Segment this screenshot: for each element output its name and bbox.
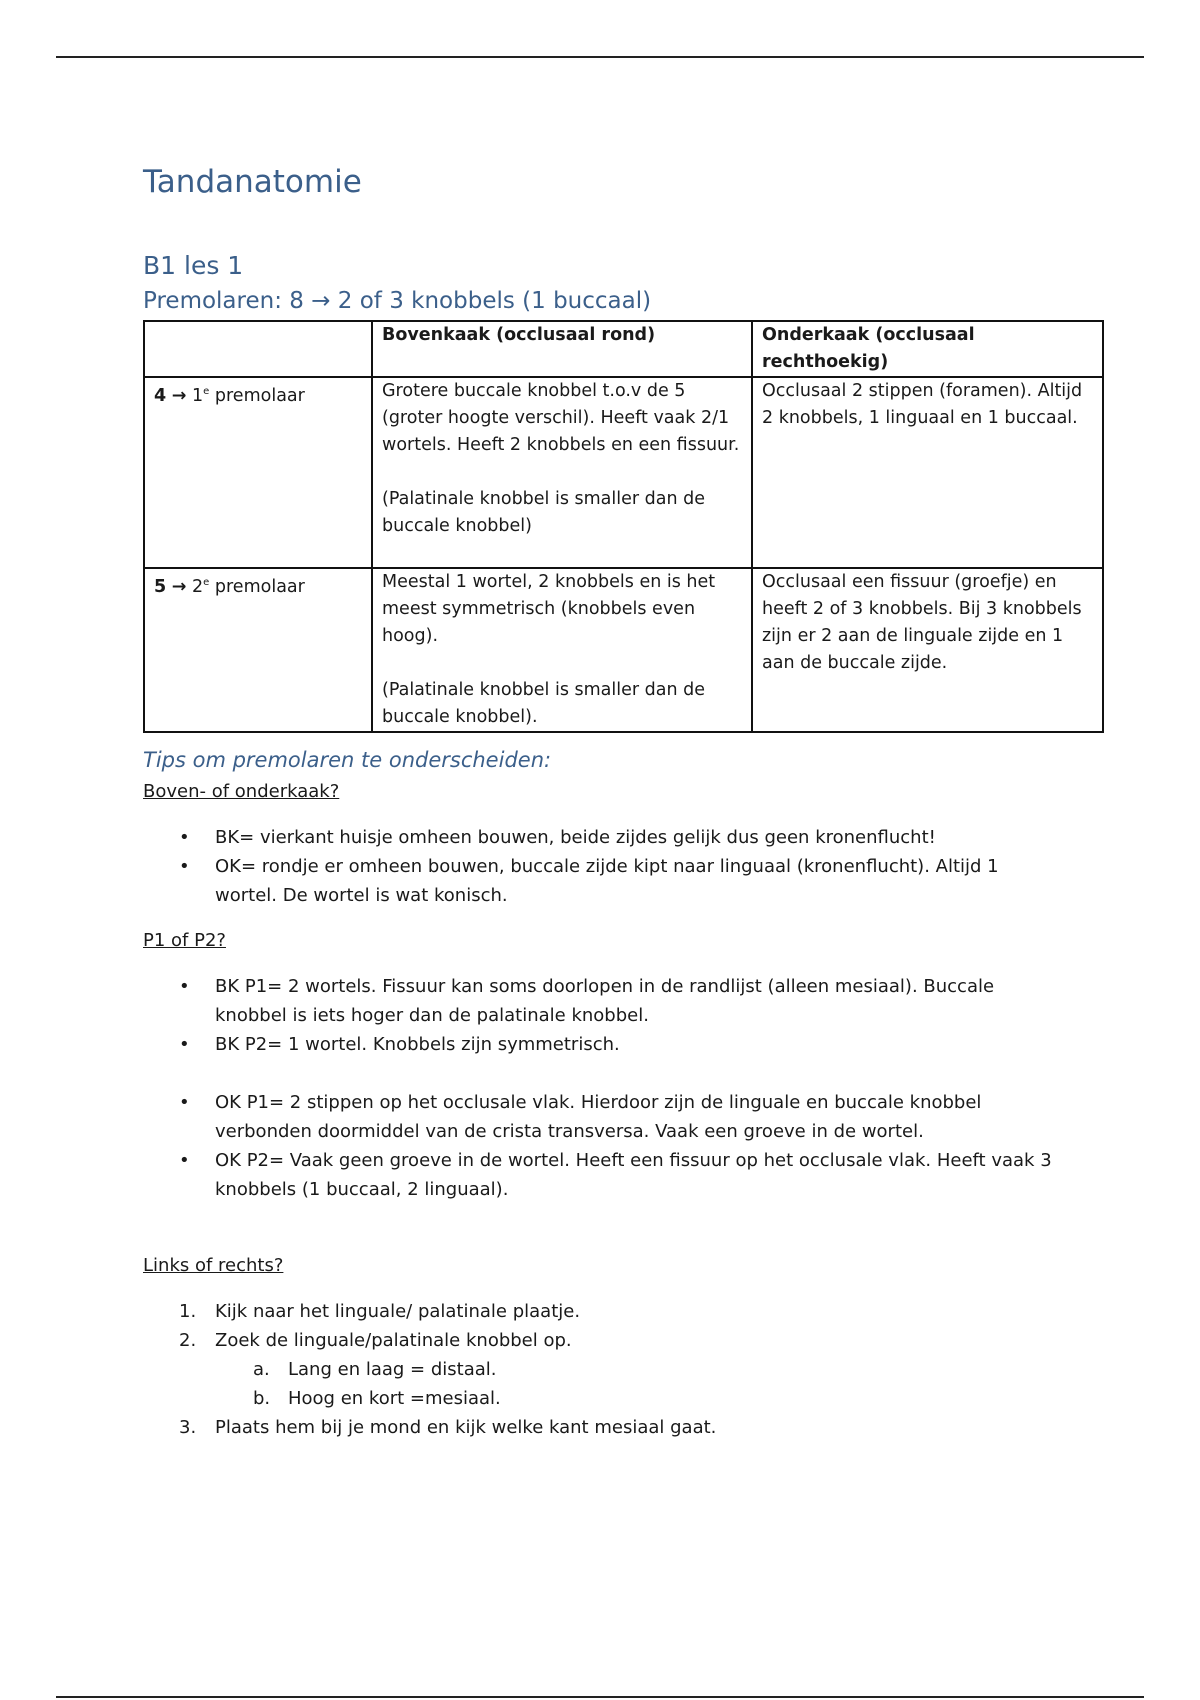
upper-jaw-cell <box>372 568 752 732</box>
list-item-text: OK P2= Vaak geen groeve in de wortel. Heeft een fissuur op het occlusale vlak. Heeft vaak 3 knobbels (1 buccaal, 2 linguaal). <box>215 1150 1052 1200</box>
step-text: Zoek de linguale/palatinale knobbel op. <box>215 1330 572 1351</box>
list-item <box>143 1297 1063 1326</box>
row-label-text: premolaar <box>214 576 305 597</box>
bullet-icon: • <box>179 1092 190 1113</box>
arrow-icon: → <box>171 385 187 406</box>
cell-text: Meestal 1 wortel, 2 knobbels en is het meest symmetrisch (knobbels even hoog). <box>382 572 716 646</box>
bullet-icon: • <box>179 1034 190 1055</box>
list-item <box>143 1088 1063 1146</box>
table-row <box>144 377 1103 568</box>
step-text: Lang en laag = distaal. <box>288 1359 497 1380</box>
p1p2-heading: P1 of P2? <box>143 930 226 951</box>
left-right-steps <box>143 1297 1063 1442</box>
lesson-heading: B1 les 1 <box>143 251 244 280</box>
tooth-number: 4 <box>154 385 167 406</box>
step-number: a. <box>253 1359 270 1380</box>
row-label-text: premolaar <box>214 385 305 406</box>
step-number: 1. <box>179 1301 197 1322</box>
tooth-number: 5 <box>154 576 167 597</box>
step-number: b. <box>253 1388 271 1409</box>
step-text: Hoog en kort =mesiaal. <box>288 1388 501 1409</box>
table-header-cell <box>144 321 372 377</box>
tips-heading: Tips om premolaren te onderscheiden: <box>143 748 552 772</box>
list-item <box>143 1413 1063 1442</box>
cell-note: (Palatinale knobbel is smaller dan de buccale knobbel) <box>382 489 706 536</box>
table-row <box>144 568 1103 732</box>
step-text: Plaats hem bij je mond en kijk welke kant mesiaal gaat. <box>215 1417 717 1438</box>
upper-jaw-cell <box>372 377 752 568</box>
cell-note: (Palatinale knobbel is smaller dan de buccale knobbel). <box>382 680 706 727</box>
ordinal: 1 <box>192 385 204 406</box>
table-header-row <box>144 321 1103 377</box>
list-item-text: OK= rondje er omheen bouwen, buccale zijde kipt naar linguaal (kronenflucht). Altijd 1 wortel. De wortel is wat konisch. <box>215 856 999 906</box>
list-item <box>143 1355 1063 1384</box>
list-item-text: OK P1= 2 stippen op het occlusale vlak. Hierdoor zijn de linguale en buccale knobbel verbonden doormiddel van de crista transversa. Vaak een groeve in de wortel. <box>215 1092 982 1142</box>
cell-text: Occlusaal een fissuur (groefje) en heeft 2 of 3 knobbels. Bij 3 knobbels zijn er 2 aan de linguale zijde en 1 aan de buccale zijde. <box>762 572 1082 673</box>
row-label <box>144 377 372 568</box>
row-label <box>144 568 372 732</box>
list-item-text: BK P2= 1 wortel. Knobbels zijn symmetrisch. <box>215 1034 620 1055</box>
left-right-heading: Links of rechts? <box>143 1255 284 1276</box>
ordinal-suffix: e <box>203 386 210 397</box>
cell-text: Occlusaal 2 stippen (foramen). Altijd 2 knobbels, 1 linguaal en 1 buccaal. <box>762 381 1083 428</box>
bullet-icon: • <box>179 856 190 877</box>
upper-lower-list <box>143 823 1063 910</box>
list-item-text: BK P1= 2 wortels. Fissuur kan soms doorlopen in de randlijst (alleen mesiaal). Buccale knobbel is iets hoger dan de palatinale knobbel. <box>215 976 995 1026</box>
list-item <box>143 823 1063 852</box>
bullet-icon: • <box>179 827 190 848</box>
table-header-cell: Bovenkaak (occlusaal rond) <box>372 321 752 377</box>
lower-jaw-cell <box>752 377 1103 568</box>
list-item <box>143 852 1063 910</box>
ordinal-suffix: e <box>203 577 210 588</box>
footer-rule <box>56 1696 1144 1698</box>
list-item <box>143 1326 1063 1355</box>
list-item <box>143 1384 1063 1413</box>
ordinal: 2 <box>192 576 204 597</box>
header-rule <box>56 56 1144 58</box>
section-heading: Premolaren: 8 → 2 of 3 knobbels (1 buccaal) <box>143 288 652 314</box>
list-item <box>143 972 1063 1030</box>
bullet-icon: • <box>179 976 190 997</box>
p1p2-list <box>143 972 1063 1204</box>
arrow-icon: → <box>171 576 187 597</box>
step-number: 3. <box>179 1417 197 1438</box>
cell-text: Grotere buccale knobbel t.o.v de 5 (groter hoogte verschil). Heeft vaak 2/1 wortels. Heeft 2 knobbels en een fissuur. <box>382 381 740 455</box>
step-text: Kijk naar het linguale/ palatinale plaatje. <box>215 1301 581 1322</box>
premolar-table <box>143 320 1104 733</box>
list-item-text: BK= vierkant huisje omheen bouwen, beide zijdes gelijk dus geen kronenflucht! <box>215 827 936 848</box>
upper-lower-heading: Boven- of onderkaak? <box>143 781 340 802</box>
page-title: Tandanatomie <box>143 164 362 200</box>
step-number: 2. <box>179 1330 197 1351</box>
list-item <box>143 1030 1063 1059</box>
bullet-icon: • <box>179 1150 190 1171</box>
list-item <box>143 1146 1063 1204</box>
lower-jaw-cell <box>752 568 1103 732</box>
table-header-cell: Onderkaak (occlusaal rechthoekig) <box>752 321 1103 377</box>
